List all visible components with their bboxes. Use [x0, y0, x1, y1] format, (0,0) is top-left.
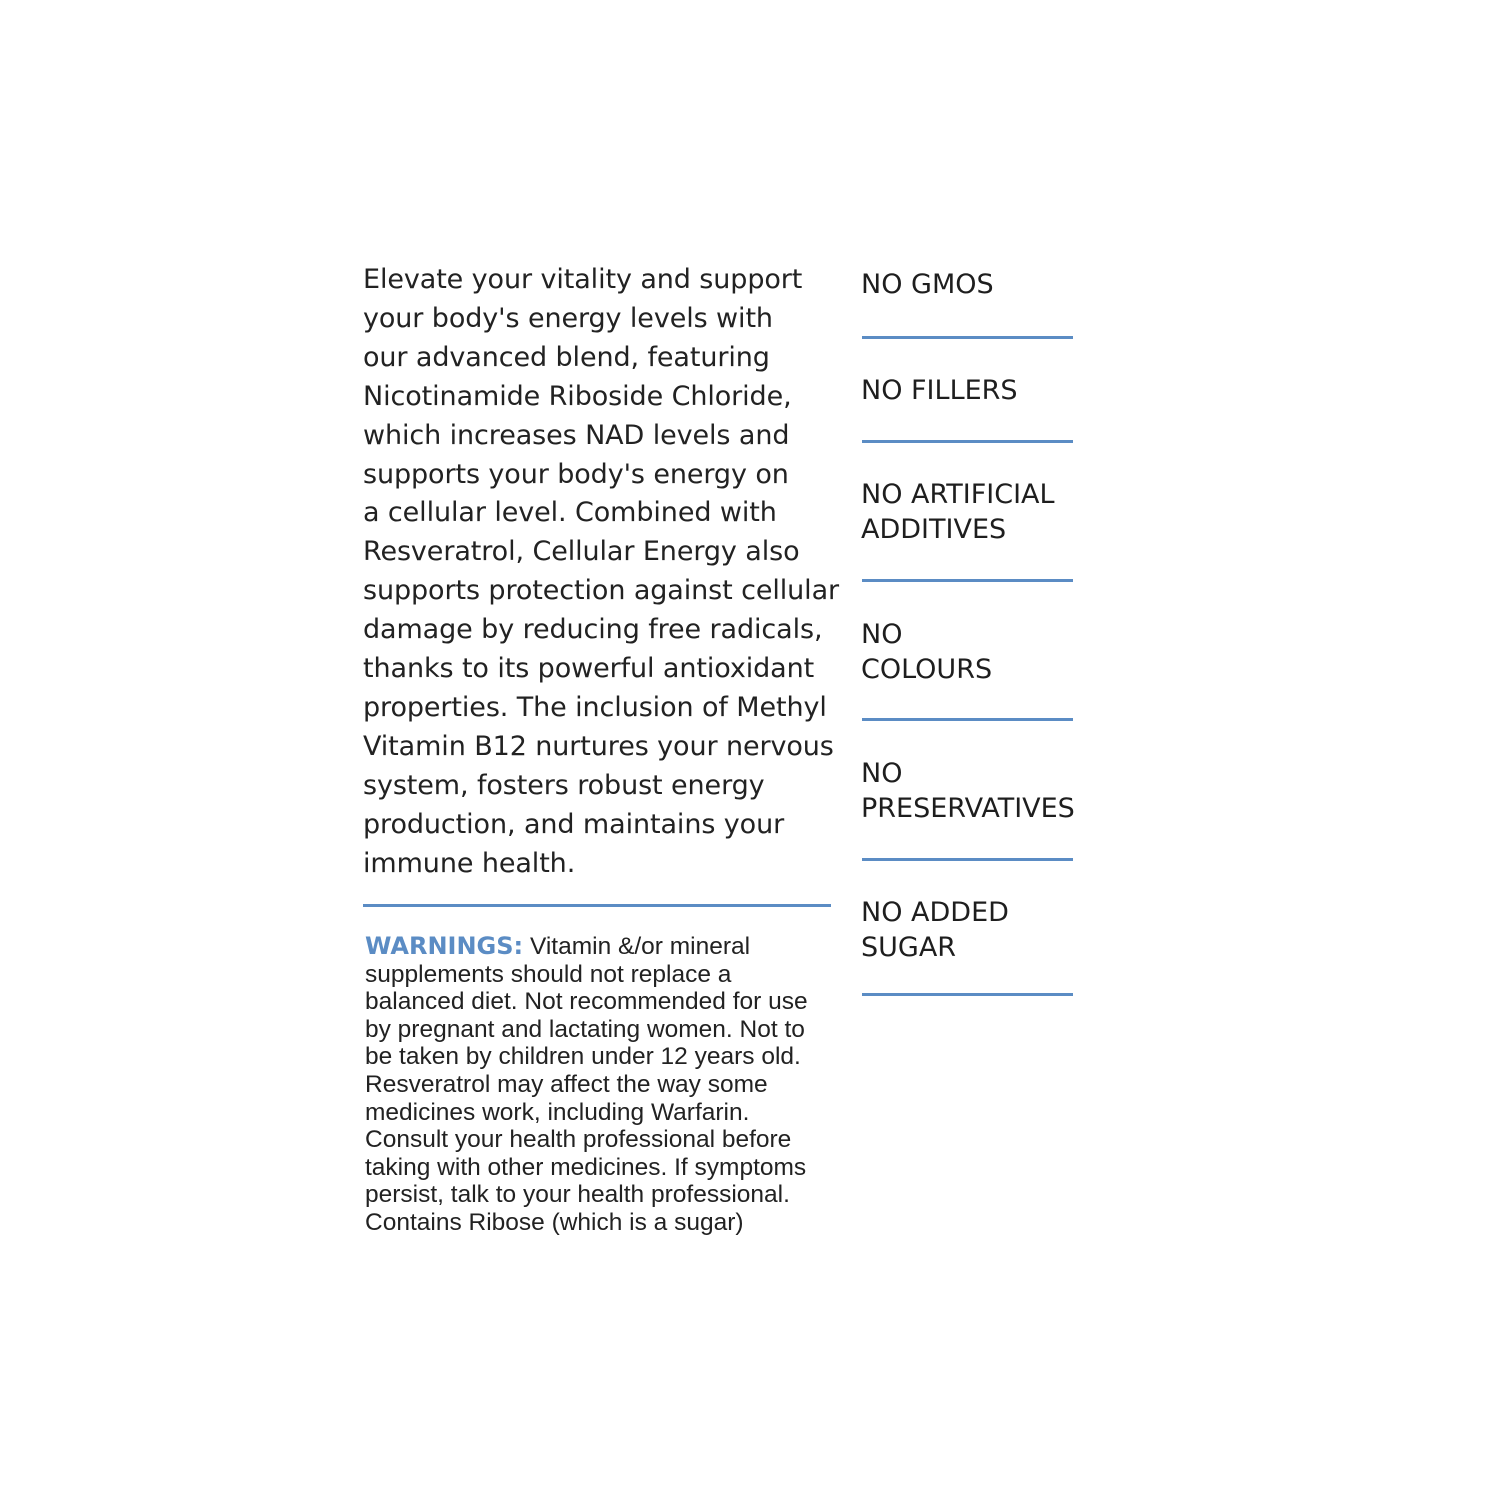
warnings-block [365, 933, 835, 1237]
claim-divider [862, 718, 1073, 721]
claim-divider [862, 579, 1073, 582]
claim-no-artificial-additives: NO ARTIFICIAL ADDITIVES [861, 479, 1055, 545]
product-description: Elevate your vitality and support your body's energy levels with our advanced blend, featuring Nicotinamide Riboside Chloride, which increases NAD levels and supports your body's energy on a cellular level. Combined with Resveratrol, Cellular Energy also supports protection against cellular damage by reducing free radicals, thanks to its powerful antioxidant properties. The inclusion of Methyl Vitamin B12 nurtures your nervous system, fosters robust energy production, and maintains your immune health. [363, 264, 840, 879]
claim-divider [862, 993, 1073, 996]
claim-no-colours: NO COLOURS [861, 619, 993, 685]
claim-divider [862, 858, 1073, 861]
claim-divider [862, 440, 1073, 443]
claim-divider [862, 336, 1073, 339]
claim-no-added-sugar: NO ADDED SUGAR [861, 897, 1009, 963]
warnings-text: Vitamin &/or mineral supplements should not replace a balanced diet. Not recommended for use by pregnant and lactating women. Not to be taken by children under 12 years old. Resveratrol may affect the way some medicines work, including Warfarin. Consult your health professional before taking with other medicines. If symptoms persist, talk to your health professional. Contains Ribose (which is a sugar) [365, 933, 808, 1236]
description-divider [363, 904, 831, 907]
claim-no-fillers: NO FILLERS [861, 375, 1018, 406]
claim-no-preservatives: NO PRESERVATIVES [861, 758, 1075, 824]
warnings-label: WARNINGS: [365, 932, 524, 960]
claim-no-gmos: NO GMOS [861, 269, 994, 300]
